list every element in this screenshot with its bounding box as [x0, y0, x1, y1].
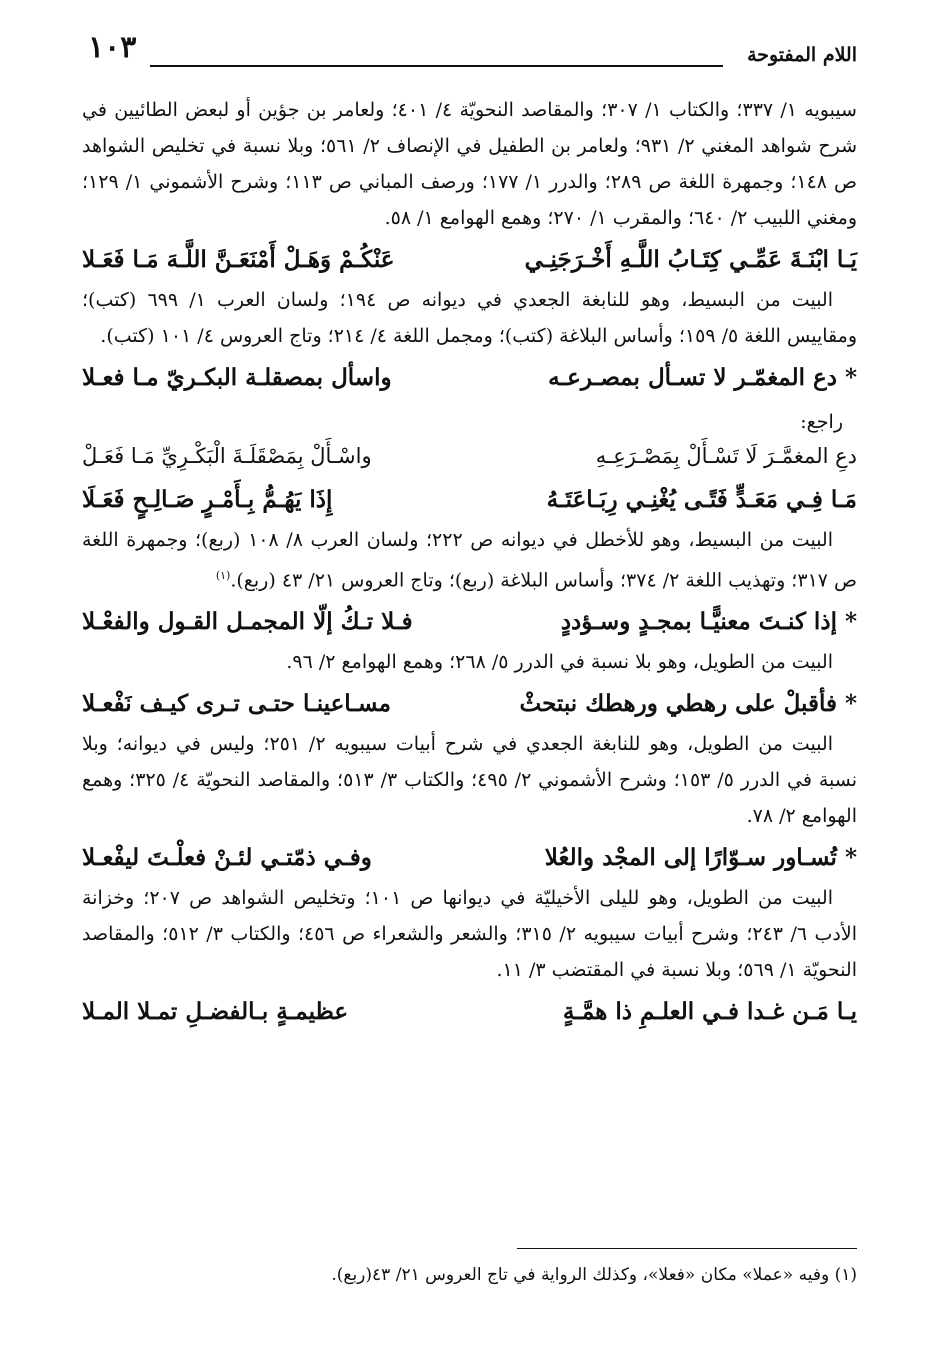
verse-second-hemistich: فـلا تـكُ إلّا المجمـل القـول والفعْـلا	[82, 608, 413, 636]
verse-line	[82, 480, 857, 520]
footnote: (١) وفيه «عملا» مكان «فعلا»، وكذلك الرواية في تاج العروس ٢١/ ٤٣(ربع).	[331, 1265, 857, 1285]
page-header	[88, 30, 857, 70]
verse-second-hemistich: وفـي ذمّتـي لئـنْ فعلْـتَ ليفْعـلا	[82, 844, 372, 872]
citation-paragraph: البيت من الطويل، وهو للنابغة الجعدي في شرح أبيات سيبويه ٢/ ٢٥١؛ وليس في ديوانه؛ وبلا نسبة في الدرر ٥/ ١٥٣؛ وشرح الأشموني ٢/ ٤٩٥؛ والكتاب ٣/ ٥١٣؛ والمقاصد النحويّة ٤/ ٣٢٥؛ وهمع الهوامع ٢/ ٧٨.	[82, 733, 857, 828]
header-rule	[150, 65, 723, 67]
citation-text: البيت من البسيط، وهو للأخطل في ديوانه ص ٢٢٢؛ ولسان العرب ٨/ ١٠٨ (ربع)؛ وجمهرة اللغة ص ٣١٧؛ وتهذيب اللغة ٢/ ٣٧٤؛ وأساس البلاغة (ربع)؛ وتاج العروس ٢١/ ٤٣ (ربع).	[82, 529, 857, 592]
verse-first-hemistich: يـا مَـن غـدا فـي العلـمِ ذا همَّـةٍ	[562, 998, 857, 1026]
verse-second-hemistich: عظيمـةٍ بـالفضـلِ تمـلا المـلا	[82, 998, 349, 1026]
page-content	[82, 92, 857, 1034]
page-number: ١٠٣	[88, 30, 137, 65]
verse-first-hemistich: يَـا ابْنَـةَ عَمِّـي كِتَـابُ اللَّـهِ أَخْـرَجَنِـي	[524, 246, 857, 273]
verse-line	[82, 602, 857, 642]
citation-paragraph: البيت من الطويل، وهو لليلى الأخيليّة في ديوانها ص ١٠١؛ وتخليص الشواهد ص ٢٠٧؛ وخزانة الأدب ٦/ ٢٤٣؛ وشرح أبيات سيبويه ٢/ ٣١٥؛ والشعر والشعراء ص ٤٥٦؛ والكتاب ٣/ ٥١٢؛ والمقاصد النحويّة ١/ ٥٦٩؛ وبلا نسبة في المقتضب ٣/ ١١.	[82, 887, 857, 982]
verse-line	[82, 838, 857, 878]
citation-paragraph: سيبويه ١/ ٣٣٧؛ والكتاب ١/ ٣٠٧؛ والمقاصد النحويّة ٤/ ٤٠١؛ ولعامر بن جؤين أو لبعض الطائيين في شرح شواهد المغني ٢/ ٩٣١؛ ولعامر بن الطفيل في الإنصاف ٢/ ٥٦١؛ وبلا نسبة في تخليص الشواهد ص ١٤٨؛ وجمهرة اللغة ص ٢٨٩؛ والدرر ١/ ١٧٧؛ ورصف المباني ص ١١٣؛ وشرح الأشموني ١/ ١٢٩؛ ومغني اللبيب ٢/ ٦٤٠؛ والمقرب ١/ ٢٧٠؛ وهمع الهوامع ١/ ٥٨.	[82, 99, 857, 229]
verse-first-hemistich: * إذا كنـتَ معنيًّـا بمجـدٍ وسـؤددٍ	[560, 608, 857, 636]
verse-first-hemistich: * دع المغمّـر لا تسـأل بمصـرعـه	[548, 364, 857, 391]
verse-line	[82, 358, 857, 398]
verse-first-hemistich: * فأقبلْ على رهطي ورهطك نبتحثْ	[519, 690, 857, 718]
verse-line	[82, 992, 857, 1032]
citation-paragraph: البيت من الطويل، وهو بلا نسبة في الدرر ٥/ ٢٦٨؛ وهمع الهوامع ٢/ ٩٦.	[286, 651, 833, 674]
verse-first-hemistich: دعِ المغمَّـرَ لَا تَسْـأَلْ بِمَصْـرَعِـهِ	[595, 444, 857, 468]
verse-line	[82, 684, 857, 724]
running-title: اللام المفتوحة	[747, 44, 857, 66]
verse-second-hemistich: مسـاعينـا حتـى تـرى كيـف نَفْعـلا	[82, 690, 391, 718]
verse-second-hemistich: إِذَا يَهُـمُّ بِـأَمْـرٍ صَـالِـحٍ فَعَـلَا	[82, 486, 333, 513]
verse-second-hemistich: واسأل بمصقلـة البكـريّ مـا فعـلا	[82, 364, 392, 391]
verse-second-hemistich: واسْـأَلْ بِمَصْقَلَـةَ الْبَكْـرِيِّ مَـا فَعَـلْ	[82, 444, 372, 468]
verse-second-hemistich: عَنْكُـمْ وَهَـلْ أَمْنَعَـنَّ اللَّـهَ مَـا فَعَـلا	[82, 246, 395, 273]
verse-first-hemistich: * تُسـاور سـوّارًا إلى المجْد والعُلا	[544, 844, 857, 872]
refer-note: راجع:	[800, 411, 843, 433]
citation-paragraph: البيت من البسيط، وهو للنابغة الجعدي في ديوانه ص ١٩٤؛ ولسان العرب ١/ ٦٩٩ (كتب)؛ ومقاييس اللغة ٥/ ١٥٩؛ وأساس البلاغة (كتب)؛ ومجمل اللغة ٤/ ٢١٤؛ وتاج العروس ٤/ ١٠١ (كتب).	[82, 289, 857, 347]
citation-paragraph	[82, 522, 857, 598]
verse-line	[82, 240, 857, 280]
footnote-marker: (١)	[215, 569, 231, 582]
verse-first-hemistich: مَـا فِـي مَعَـدٍّ فَتًـى يُغْنِـي رِبَـاعَتَـهُ	[546, 486, 857, 513]
verse-line-variant	[82, 436, 857, 476]
footnote-rule	[517, 1248, 857, 1249]
